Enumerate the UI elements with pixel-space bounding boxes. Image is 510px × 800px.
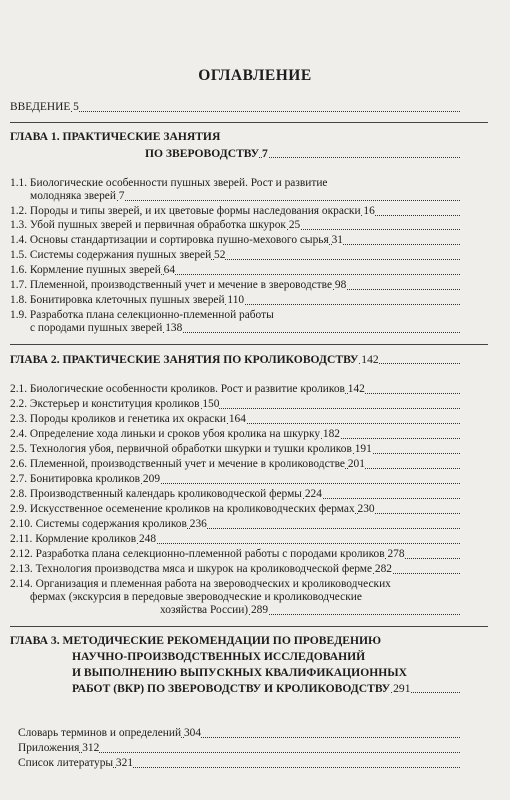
chapter-2-heading — [10, 353, 488, 366]
entry-text: 1.1. Биологические особенности пушных зверей. Рост и развитие — [10, 177, 328, 189]
chapter-line: ПО ЗВЕРОВОДСТВУ — [145, 147, 260, 160]
entry-text: с породами пушных зверей — [30, 322, 163, 334]
toc-entry — [10, 563, 488, 576]
entry-page: 312 — [82, 742, 100, 754]
entry-page: 304 — [183, 727, 202, 739]
entry-text: Приложения — [18, 742, 80, 754]
chapter-3-heading-cont — [10, 666, 488, 679]
entry-page: 236 — [189, 518, 207, 530]
entry-page: 321 — [115, 757, 134, 769]
entry-text: 2.2. Экстерьер и конституция кроликов — [10, 398, 200, 410]
toc-entry — [10, 264, 488, 277]
entry-page: 209 — [142, 473, 161, 485]
entry-page: 142 — [361, 353, 379, 366]
divider — [10, 122, 488, 123]
entry-page: 164 — [228, 413, 246, 425]
toc-entry — [10, 249, 488, 262]
entry-text: 2.4. Определение хода линьки и сроков убоя кролика на шкурку — [10, 428, 321, 440]
toc-entry — [10, 578, 488, 591]
divider — [10, 626, 488, 627]
entry-page: 191 — [354, 443, 372, 455]
entry-text: 2.7. Бонитировка кроликов — [10, 473, 141, 485]
entry-page: 291 — [393, 682, 411, 695]
entry-text: 1.4. Основы стандартизации и сортировка пушно-мехового сырья — [10, 234, 329, 246]
entry-page: 142 — [347, 383, 365, 395]
entry-text: 2.14. Организация и племенная работа на звероводческих и кролиководческих — [10, 578, 391, 590]
entry-text: Словарь терминов и определений — [18, 727, 182, 739]
entry-text: 2.5. Технология убоя, первичной обработки шкурки и тушки кроликов — [10, 443, 352, 455]
chapter-line: РАБОТ (ВКР) ПО ЗВЕРОВОДСТВУ И КРОЛИКОВОДСТВУ — [72, 682, 391, 695]
page-title: ОГЛАВЛЕНИЕ — [198, 67, 312, 84]
toc-entry — [10, 488, 488, 501]
entry-page: 5 — [73, 101, 79, 113]
entry-text: хозяйства России) — [160, 604, 249, 616]
entry-page: 16 — [363, 205, 375, 217]
entry-page: 7 — [118, 190, 125, 202]
entry-page: 7 — [262, 147, 268, 160]
chapter-3-heading — [10, 634, 488, 647]
entry-text: 1.7. Племенной, производственный учет и мечение в звероводстве — [10, 279, 333, 291]
toc-entry-back — [10, 757, 488, 770]
toc-entry — [10, 322, 488, 335]
chapter-1-heading — [10, 130, 488, 143]
entry-page: 150 — [202, 398, 220, 410]
toc-entry — [10, 219, 488, 232]
entry-text: 2.8. Производственный календарь кролиководческой фермы — [10, 488, 302, 500]
chapter-line: ГЛАВА 3. МЕТОДИЧЕСКИЕ РЕКОМЕНДАЦИИ ПО ПРОВЕДЕНИЮ — [10, 634, 382, 647]
toc-entry — [10, 533, 488, 546]
toc-entry — [10, 177, 488, 190]
toc-entry — [10, 458, 488, 471]
entry-page: 182 — [322, 428, 340, 440]
entry-text: 2.12. Разработка плана селекционно-племенной работы с породами кроликов — [10, 548, 385, 560]
entry-page: 110 — [227, 294, 245, 306]
toc-entry — [10, 279, 488, 292]
entry-page: 201 — [347, 458, 365, 470]
toc-entry — [10, 591, 488, 604]
entry-text: молодняка зверей — [30, 190, 116, 202]
chapter-3-heading-cont — [10, 682, 488, 695]
toc-entry-intro — [10, 101, 488, 114]
entry-text: 1.8. Бонитировка клеточных пушных зверей — [10, 294, 225, 306]
chapter-line: ГЛАВА 1. ПРАКТИЧЕСКИЕ ЗАНЯТИЯ — [10, 130, 221, 143]
toc-entry — [10, 294, 488, 307]
entry-page: 230 — [357, 503, 375, 515]
entry-page: 289 — [250, 604, 269, 616]
toc-entry — [10, 443, 488, 456]
chapter-line: ГЛАВА 2. ПРАКТИЧЕСКИЕ ЗАНЯТИЯ ПО КРОЛИКОВОДСТВУ — [10, 353, 359, 366]
divider — [10, 344, 488, 345]
toc-entry — [10, 518, 488, 531]
entry-page: 282 — [374, 563, 392, 575]
entry-page: 64 — [163, 264, 176, 276]
toc-entry — [10, 473, 488, 486]
entry-text: 2.13. Технология производства мяса и шкурок на кролиководческой ферме — [10, 563, 373, 575]
entry-text: 1.3. Убой пушных зверей и первичная обработка шкурок — [10, 219, 286, 231]
entry-text: фермах (экскурсия в передовые звероводческие и кролиководческие — [30, 591, 362, 603]
chapter-1-heading-cont — [10, 147, 488, 160]
entry-page: 31 — [331, 234, 343, 246]
toc-entry — [10, 234, 488, 247]
entry-page: 98 — [334, 279, 347, 291]
entry-text: 1.9. Разработка плана селекционно-племенной работы — [10, 309, 274, 321]
entry-page: 52 — [214, 249, 226, 261]
entry-text: 2.10. Системы содержания кроликов — [10, 518, 187, 530]
toc-entry — [10, 548, 488, 561]
entry-text: 2.3. Породы кроликов и генетика их окраски — [10, 413, 226, 425]
toc-entry-back — [10, 727, 488, 740]
entry-text: 1.6. Кормление пушных зверей — [10, 264, 161, 276]
chapter-line: И ВЫПОЛНЕНИЮ ВЫПУСКНЫХ КВАЛИФИКАЦИОННЫХ — [72, 666, 408, 679]
toc-entry — [10, 428, 488, 441]
toc-entry — [10, 309, 488, 322]
entry-text: 1.2. Породы и типы зверей, и их цветовые формы наследования окраски — [10, 205, 361, 217]
toc-entry — [10, 383, 488, 396]
chapter-3-heading-cont — [10, 650, 488, 663]
entry-text: 2.1. Биологические особенности кроликов. Рост и развитие кроликов — [10, 383, 345, 395]
entry-text: Список литературы — [18, 757, 114, 769]
entry-page: 138 — [165, 322, 183, 334]
chapter-line: НАУЧНО-ПРОИЗВОДСТВЕННЫХ ИССЛЕДОВАНИЙ — [72, 650, 366, 663]
entry-text: 1.5. Системы содержания пушных зверей — [10, 249, 212, 261]
entry-page: 248 — [138, 533, 157, 545]
toc-entry — [10, 398, 488, 411]
entry-page: 278 — [387, 548, 405, 560]
toc-entry — [10, 503, 488, 516]
entry-page: 224 — [304, 488, 322, 500]
toc-entry — [10, 190, 488, 203]
entry-text: ВВЕДЕНИЕ — [10, 101, 71, 113]
entry-text: 2.9. Искусственное осеменение кроликов на кролиководческих фермах — [10, 503, 355, 515]
toc-entry — [10, 413, 488, 426]
toc-entry-back — [10, 742, 488, 755]
entry-page: 25 — [288, 219, 301, 231]
entry-text: 2.6. Племенной, производственный учет и мечение в кролиководстве — [10, 458, 345, 470]
entry-text: 2.11. Кормление кроликов — [10, 533, 137, 545]
toc-entry — [10, 205, 488, 218]
toc-entry — [10, 604, 488, 617]
